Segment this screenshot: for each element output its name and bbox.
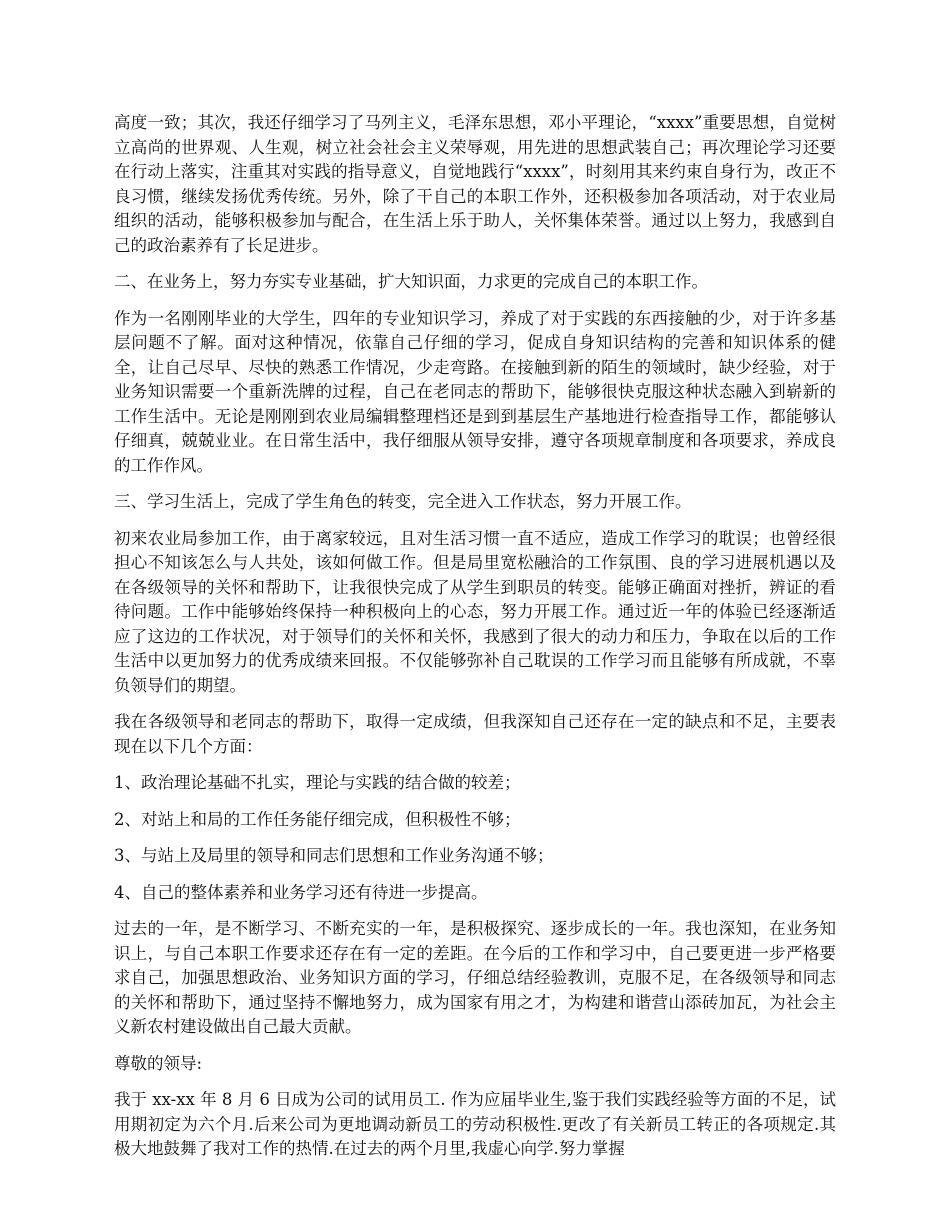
paragraph-political-study: 高度一致；其次，我还仔细学习了马列主义，毛泽东思想，邓小平理论，“xxxx”重要思想，自觉树立高尚的世界观、人生观，树立社会社会主义荣辱观，用先进的思想武装自己；再次理论学习还要在行动上落实，注重其对实践的指导意义，自觉地践行“xxxx”，时刻用其来约束自身行为，改正不良习惯，继续发扬优秀传统。另外，除了干自己的本职工作外，还积极参加各项活动，对于农业局组织的活动，能够积极参加与配合，在生活上乐于助人，关怀集体荣誉。通过以上努力，我感到自己的政治素养有了长足进步。	[114, 113, 836, 255]
paragraph-probation: 我于 xx-xx 年 8 月 6 日成为公司的试用员工. 作为应届毕业生,鉴于我们实践经验等方面的不足，试用期初定为六个月.后来公司为更地调动新员工的劳动积极性.更改了有关新员工转正的各项规定.其极大地鼓舞了我对工作的热情.在过去的两个月里,我虚心向学.努力掌握	[114, 1090, 836, 1158]
paragraph-business: 作为一名刚刚毕业的大学生，四年的专业知识学习，养成了对于实践的东西接触的少，对于许多基层问题不了解。面对这种情况，依靠自己仔细的学习，促成自身知识结构的完善和知识体系的健全，让自己尽早、尽快的熟悉工作情况，少走弯路。在接触到新的陌生的领域时，缺少经验，对于业务知识需要一个重新洗牌的过程，自己在老同志的帮助下，能够很快克服这种状态融入到崭新的工作生活中。无论是刚刚到农业局编辑整理档还是到到基层生产基地进行检查指导工作，都能够认仔细真，兢兢业业。在日常生活中，我仔细服从领导安排，遵守各项规章制度和各项要求，养成良的工作作风。	[114, 308, 836, 475]
section-heading-study-life: 三、学习生活上，完成了学生角色的转变，完全进入工作状态，努力开展工作。	[114, 492, 692, 511]
list-item-shortcoming-2: 2、对站上和局的工作任务能仔细完成，但积极性不够；	[114, 809, 521, 829]
paragraph-conclusion: 过去的一年，是不断学习、不断充实的一年，是积极探究、逐步成长的一年。我也深知，在业务知识上，与自己本职工作要求还存在有一定的差距。在今后的工作和学习中，自己要更进一步严格要求自己，加强思想政治、业务知识方面的学习，仔细总结经验教训，克服不足，在各级领导和同志的关怀和帮助下，通过坚持不懈地努力，成为国家有用之才，为构建和谐营山添砖加瓦，为社会主义新农村建设做出自己最大贡献。	[114, 919, 836, 1036]
list-item-shortcoming-3: 3、与站上及局里的领导和同志们思想和工作业务沟通不够；	[114, 846, 554, 865]
list-item-shortcoming-1: 1、政治理论基础不扎实，理论与实践的结合做的较差；	[114, 773, 521, 792]
paragraph-study-life: 初来农业局参加工作，由于离家较远，且对生活习惯一直不适应，造成工作学习的耽误；也曾经很担心不知该怎么与人共处，该如何做工作。但是局里宽松融洽的工作氛围、良的学习进展机遇以及在各级领导的关怀和帮助下，让我很快完成了从学生到职员的转变。能够正确面对挫折，辨证的看待问题。工作中能够始终保持一种积极向上的心态，努力开展工作。通过近一年的体验已经逐渐适应了这边的工作状况，对于领导们的关怀和关怀，我感到了很大的动力和压力，争取在以后的工作生活中以更加努力的优秀成绩来回报。不仅能够弥补自己耽误的工作学习而且能够有所成就，不辜负领导们的期望。	[114, 528, 836, 695]
section-heading-business: 二、在业务上，努力夯实专业基础，扩大知识面，力求更的完成自己的本职工作。	[114, 272, 708, 291]
salutation: 尊敬的领导:	[114, 1053, 203, 1073]
document-body	[114, 111, 836, 1174]
paragraph-shortcomings-intro: 我在各级领导和老同志的帮助下，取得一定成绩，但我深知自己还存在一定的缺点和不足，主要表现在以下几个方面：	[114, 712, 836, 756]
list-item-shortcoming-4: 4、自己的整体素养和业务学习还有待进一步提高。	[114, 882, 488, 902]
